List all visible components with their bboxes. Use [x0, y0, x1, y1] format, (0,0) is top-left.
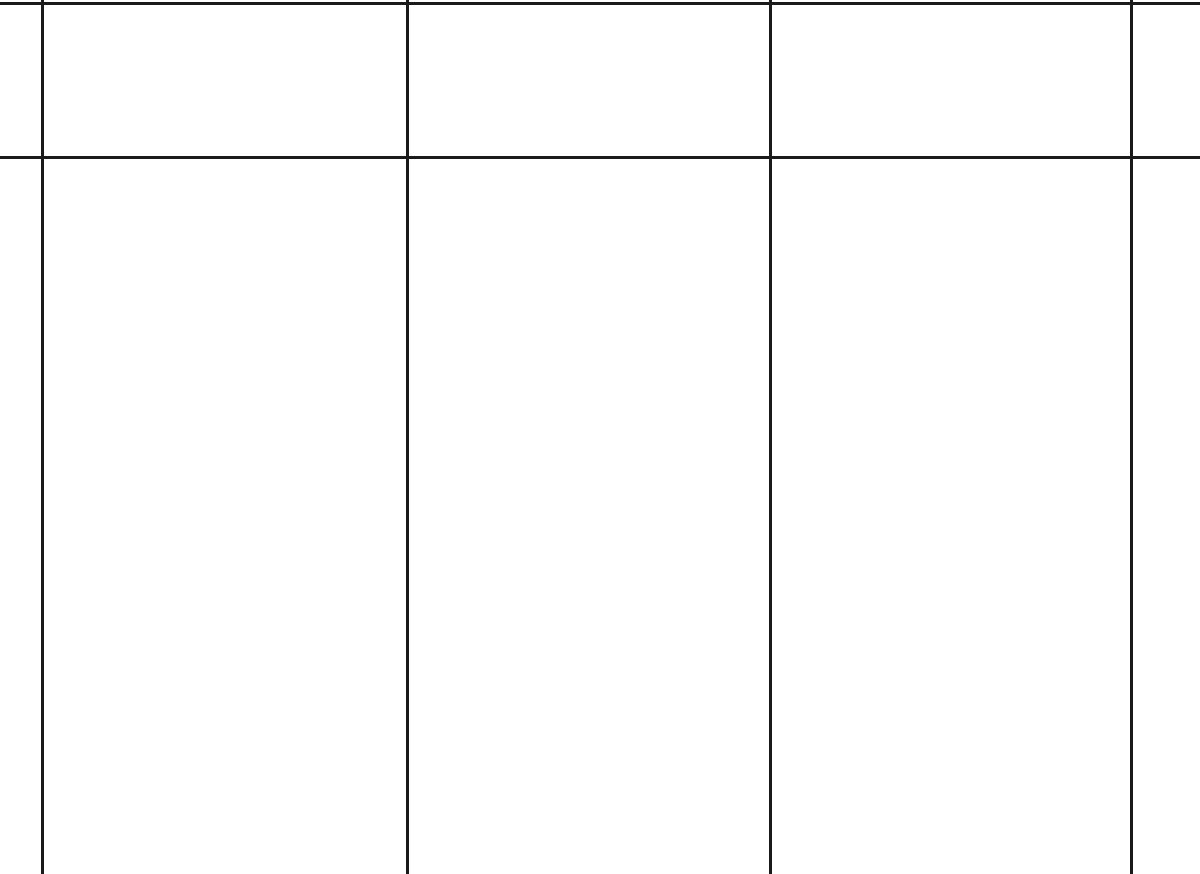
grid-line	[406, 0, 409, 874]
grid-line	[1130, 0, 1133, 874]
grid-line	[769, 0, 772, 874]
header-row-bg	[0, 4, 1200, 157]
grid-line	[0, 2, 1200, 5]
grid-line	[0, 156, 1200, 159]
grid-line	[41, 0, 44, 874]
